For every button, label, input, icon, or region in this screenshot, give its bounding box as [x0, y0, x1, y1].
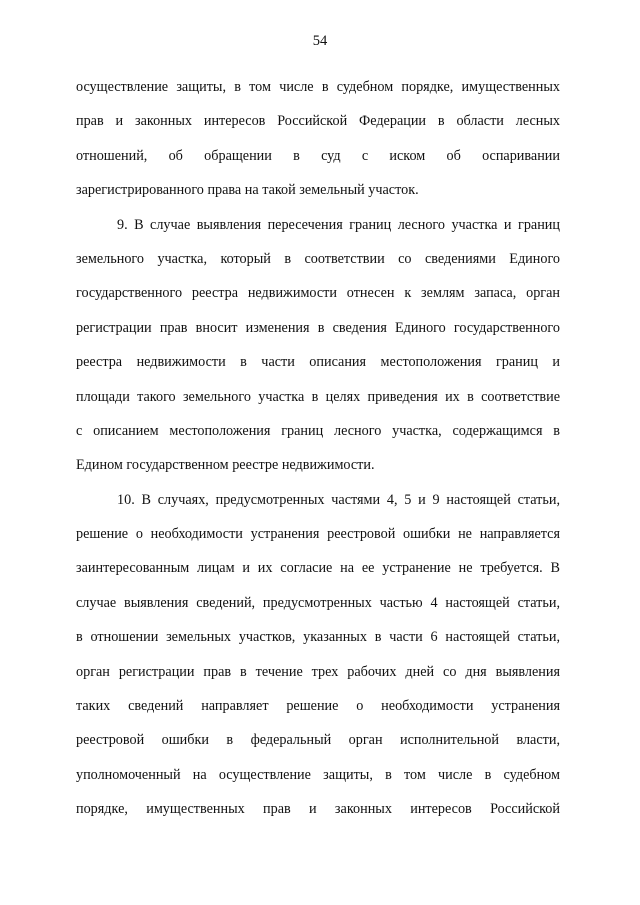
text-line: регистрации прав вносит изменения в сведения Единого государственного	[76, 319, 560, 336]
text-line: Едином государственном реестре недвижимости.	[76, 457, 375, 474]
page-number: 54	[312, 33, 328, 49]
text-line: в отношении земельных участков, указанных в части 6 настоящей статьи,	[76, 629, 560, 646]
text-line: решение о необходимости устранения реестровой ошибки не направляется	[76, 526, 560, 543]
text-line: отношений, об обращении в суд с иском об оспаривании	[76, 147, 560, 164]
text-line: с описанием местоположения границ лесного участка, содержащимся в	[76, 422, 560, 439]
text-line: орган регистрации прав в течение трех рабочих дней со дня выявления	[76, 663, 560, 680]
text-line: площади такого земельного участка в целях приведения их в соответствие	[76, 388, 560, 405]
text-line: прав и законных интересов Российской Федерации в области лесных	[76, 113, 560, 130]
text-line: реестра недвижимости в части описания местоположения границ и	[76, 354, 560, 371]
text-line: таких сведений направляет решение о необходимости устранения	[76, 698, 560, 715]
text-line: заинтересованным лицам и их согласие на ее устранение не требуется. В	[76, 560, 560, 577]
paragraph-10-first-line: 10. В случаях, предусмотренных частями 4, 5 и 9 настоящей статьи,	[117, 491, 560, 508]
text-line: уполномоченный на осуществление защиты, в том числе в судебном	[76, 766, 560, 783]
text-line: осуществление защиты, в том числе в судебном порядке, имущественных	[76, 79, 560, 95]
body-text	[76, 70, 560, 827]
text-line: государственного реестра недвижимости отнесен к землям запаса, орган	[76, 285, 560, 302]
text-line: реестровой ошибки в федеральный орган исполнительной власти,	[76, 732, 560, 749]
text-line: земельного участка, который в соответствии со сведениями Единого	[76, 250, 560, 267]
text-line: порядке, имущественных прав и законных интересов Российской	[76, 801, 560, 818]
text-line: зарегистрированного права на такой земельный участок.	[76, 182, 419, 199]
text-line: случае выявления сведений, предусмотренных частью 4 настоящей статьи,	[76, 594, 560, 611]
paragraph-9-first-line: 9. В случае выявления пересечения границ лесного участка и границ	[117, 216, 560, 233]
